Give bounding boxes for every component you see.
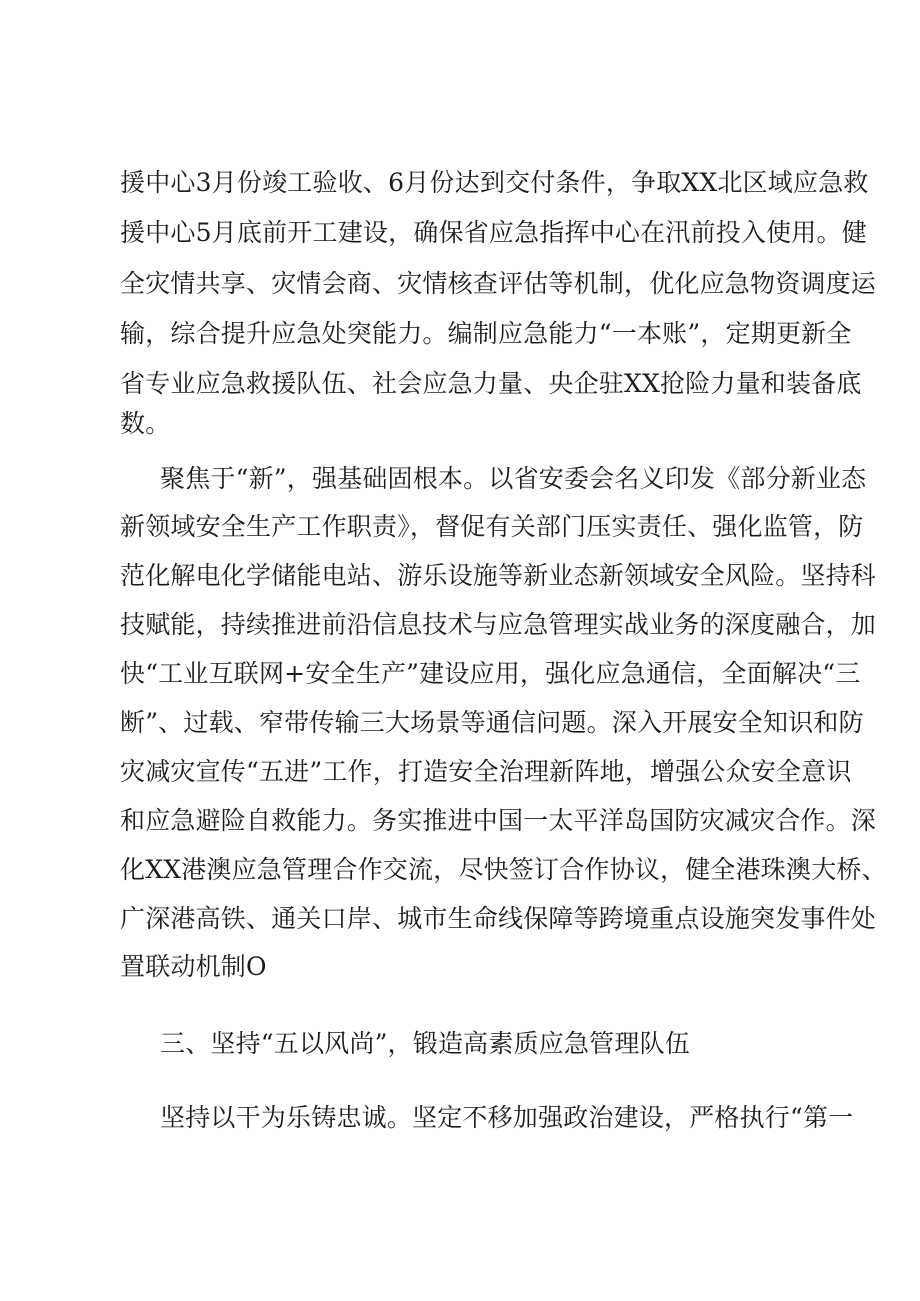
paragraph-2-line-3: 范化解电化学储能电站、游乐设施等新业态新领域安全风险。坚持科: [120, 561, 877, 590]
paragraph-2-line-2: 新领域安全生产工作职责》，督促有关部门压实责任、强化监管，防: [120, 512, 864, 541]
paragraph-2-line-1: 聚焦于“新”，强基础固根本。以省安委会名义印发《部分新业态: [160, 464, 867, 493]
paragraph-2-line-7: 灾减灾宣传“五进”工作，打造安全治理新阵地，增强公众安全意识: [120, 757, 852, 786]
paragraph-2-line-5: 快“工业互联网+安全生产”建设应用，强化应急通信，全面解决“三: [120, 659, 861, 688]
paragraph-2-line-9: 化XX港澳应急管理合作交流，尽快签订合作协议，健全港珠澳大桥、: [120, 855, 887, 884]
paragraph-1-line-2: 援中心5月底前开工建设，确保省应急指挥中心在汛前投入使用。健: [120, 218, 867, 247]
paragraph-4-line-1: 坚持以干为乐铸忠诚。坚定不移加强政治建设，严格执行“第一: [160, 1103, 854, 1132]
paragraph-1-line-4: 输，综合提升应急处突能力。编制应急能力“一本账”，定期更新全: [120, 319, 852, 348]
paragraph-1-line-5: 省专业应急救援队伍、社会应急力量、央企驻XX抢险力量和装备底: [120, 369, 862, 398]
paragraph-2-line-4: 技赋能，持续推进前沿信息技术与应急管理实战业务的深度融合，加: [120, 610, 877, 639]
section-heading-3: 三、坚持“五以风尚”，锻造高素质应急管理队伍: [160, 1029, 690, 1058]
paragraph-1-line-6: 数。: [120, 409, 171, 438]
paragraph-2-line-11: 置联动机制O: [120, 952, 267, 981]
paragraph-2-line-6: 断”、过载、窄带传输三大场景等通信问题。深入开展安全知识和防: [120, 708, 864, 737]
paragraph-2-line-8: 和应急避险自救能力。务实推进中国一太平洋岛国防灾减灾合作。深: [120, 806, 877, 835]
paragraph-1-line-3: 全灾情共享、灾情会商、灾情核查评估等机制，优化应急物资调度运: [120, 269, 877, 298]
paragraph-2-line-10: 广深港高铁、通关口岸、城市生命线保障等跨境重点设施突发事件处: [120, 904, 877, 933]
paragraph-1-line-1: 援中心3月份竣工验收、6月份达到交付条件，争取XX北区域应急救: [120, 168, 869, 197]
